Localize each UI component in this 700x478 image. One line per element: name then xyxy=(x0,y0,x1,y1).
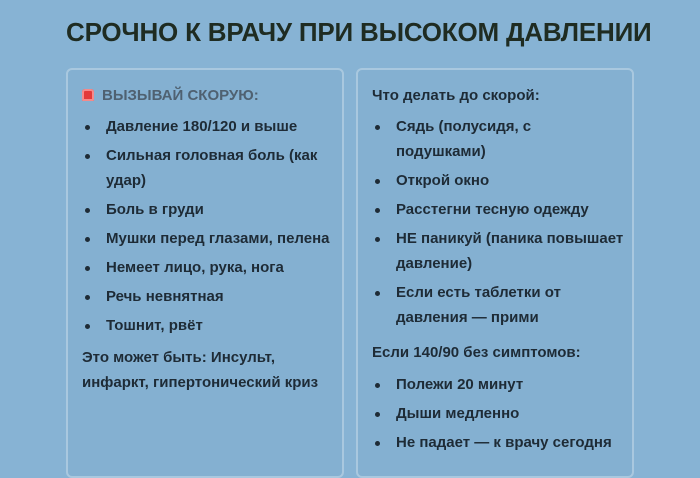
mild-case-heading: Если 140/90 без симптомов: xyxy=(372,344,581,361)
list-item: Расстегни тесную одежду xyxy=(372,197,624,222)
siren-icon xyxy=(82,89,94,101)
list-item: Немеет лицо, рука, нога xyxy=(82,255,334,280)
list-item: Боль в груди xyxy=(82,197,334,222)
mild-case-list xyxy=(372,372,624,459)
page-title: СРОЧНО К ВРАЧУ ПРИ ВЫСОКОМ ДАВЛЕНИИ xyxy=(66,17,652,47)
diagnosis-note: Это может быть: Инсульт, инфаркт, гипертонический криз xyxy=(82,349,319,391)
list-item: Сядь (полусидя, с подушками) xyxy=(372,114,624,164)
list-item: Если есть таблетки от давления — прими xyxy=(372,280,624,330)
list-item: НЕ паникуй (паника повышает давление) xyxy=(372,226,624,276)
emergency-heading-text: ВЫЗЫВАЙ СКОРУЮ: xyxy=(102,87,259,104)
emergency-card xyxy=(66,68,344,478)
emergency-heading xyxy=(82,87,259,104)
list-item: Полежи 20 минут xyxy=(372,372,624,397)
list-item: Тошнит, рвёт xyxy=(82,313,334,338)
list-item: Открой окно xyxy=(372,168,624,193)
list-item: Не падает — к врачу сегодня xyxy=(372,430,624,455)
actions-card xyxy=(356,68,634,478)
actions-heading: Что делать до скорой: xyxy=(372,87,540,104)
list-item: Мушки перед глазами, пелена xyxy=(82,226,334,251)
list-item: Дыши медленно xyxy=(372,401,624,426)
symptom-list xyxy=(82,114,334,342)
list-item: Давление 180/120 и выше xyxy=(82,114,334,139)
list-item: Речь невнятная xyxy=(82,284,334,309)
list-item: Сильная головная боль (как удар) xyxy=(82,143,334,193)
action-list xyxy=(372,114,624,334)
